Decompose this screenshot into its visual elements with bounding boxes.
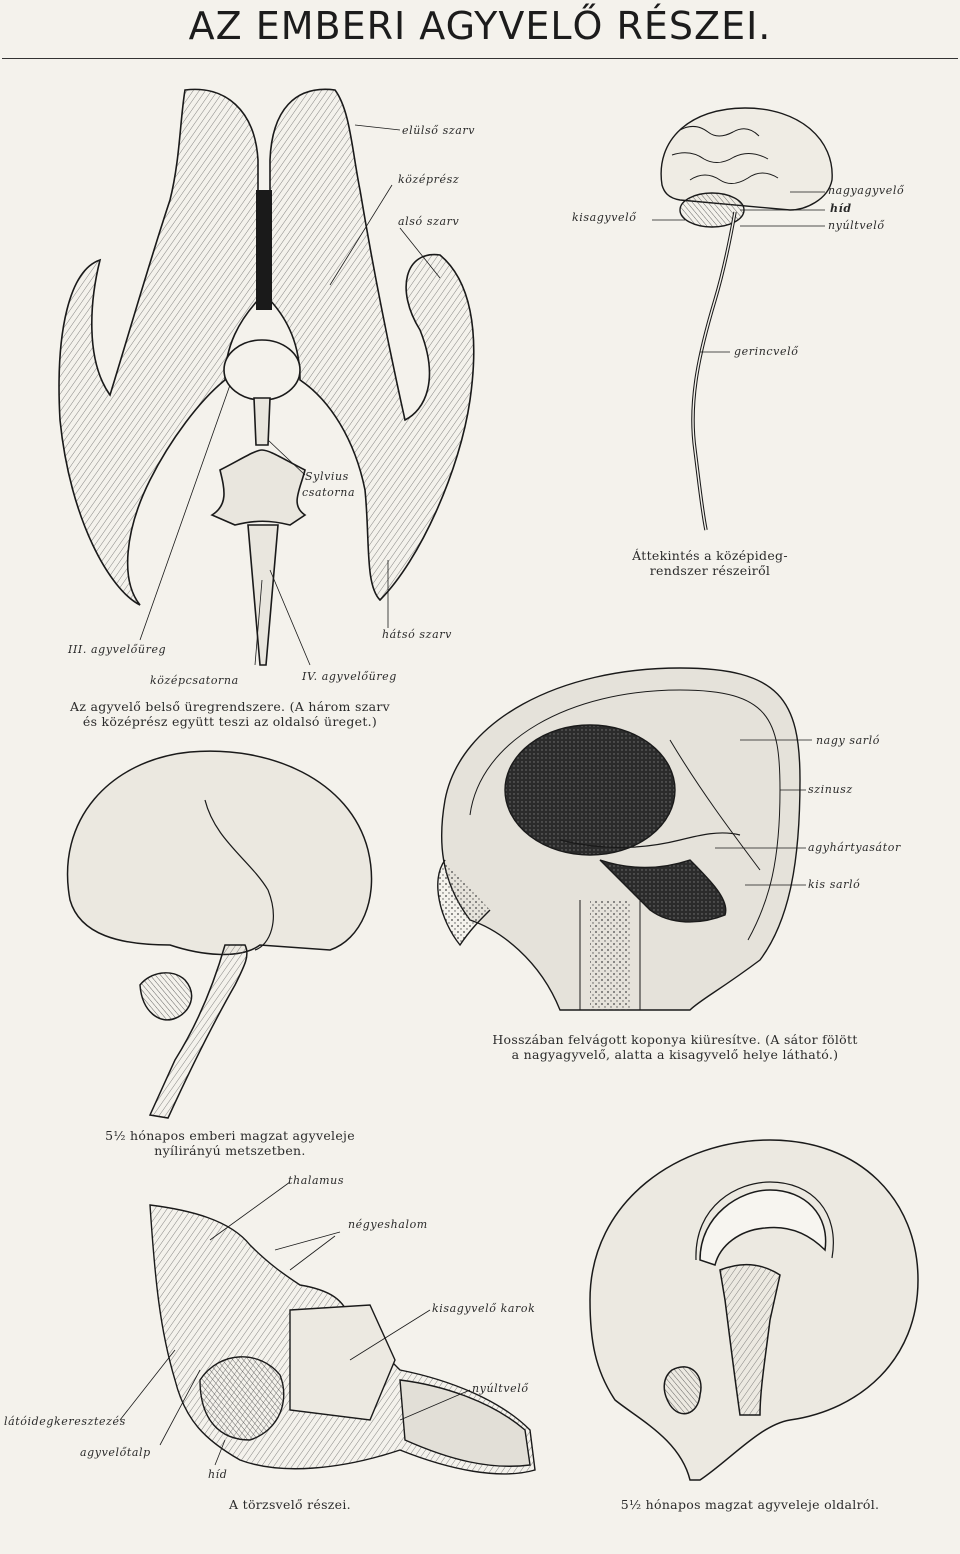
label-spinal-cord: gerincvelő — [734, 345, 799, 358]
label-lower-horn: alsó szarv — [398, 215, 460, 228]
caption-fetal-side: 5½ hónapos magzat agyveleje oldalról. — [620, 1497, 880, 1512]
label-cerebellum: kisagyvelő — [572, 211, 637, 224]
label-central-canal: középcsatorna — [150, 674, 239, 687]
label-falx-cerebelli: kis sarló — [808, 878, 861, 891]
label-posterior-horn: hátsó szarv — [382, 628, 452, 641]
label-medulla: nyúltvelő — [828, 219, 885, 232]
label-optic-chiasm: látóidegkeresztezés — [4, 1415, 126, 1428]
label-thalamus: thalamus — [288, 1174, 345, 1187]
label-brainstem-medulla: nyúltvelő — [472, 1382, 529, 1395]
label-tentorium: agyhártyasátor — [808, 841, 901, 854]
brainstem-drawing — [150, 1205, 535, 1474]
caption-fetal-1: 5½ hónapos emberi magzat agyveleje — [105, 1128, 355, 1143]
label-third-ventricle: III. agyvelőüreg — [68, 643, 167, 656]
caption-ventricles-2: és középrész együtt teszi az oldalsó üreget.) — [82, 714, 378, 729]
caption-cns-1: Áttekintés a középideg- — [632, 548, 788, 563]
label-quadrigemina: négyeshalom — [348, 1218, 428, 1231]
caption-brainstem: A törzsvelő részei. — [229, 1497, 351, 1512]
caption-skull-1: Hosszában felvágott koponya kiüresítve. (A sátor fölött — [492, 1032, 858, 1047]
caption-fetal-2: nyílirányú metszetben. — [154, 1143, 306, 1158]
label-middle-part: középrész — [398, 173, 460, 186]
label-sinus: szinusz — [808, 783, 853, 796]
label-sylvius-canal: csatorna — [302, 486, 356, 499]
caption-ventricles-1: Az agyvelő belső üregrendszere. (A három szarv — [70, 699, 390, 714]
fetal-brain-drawing — [68, 751, 372, 1118]
label-brainstem-pons: híd — [208, 1468, 228, 1481]
skull-section-drawing — [438, 668, 800, 1010]
label-anterior-horn: elülső szarv — [402, 124, 476, 137]
fetal-brain-side-drawing — [590, 1140, 918, 1480]
cns-overview-drawing — [661, 108, 832, 530]
label-falx-cerebri: nagy sarló — [816, 734, 880, 747]
label-fourth-ventricle: IV. agyvelőüreg — [302, 670, 397, 683]
caption-cns-2: rendszer részeiről — [649, 563, 771, 578]
label-pons: híd — [830, 202, 852, 215]
caption-skull-2: a nagyagyvelő, alatta a kisagyvelő helye látható.) — [511, 1047, 839, 1062]
label-sylvius: Sylvius — [305, 470, 349, 483]
label-cerebrum: nagyagyvelő — [828, 184, 905, 197]
label-cerebral-peduncle: agyvelőtalp — [80, 1446, 151, 1459]
label-cerebellar-peduncles: kisagyvelő karok — [432, 1302, 536, 1315]
page-title: AZ EMBERI AGYVELŐ RÉSZEI. — [188, 4, 772, 48]
